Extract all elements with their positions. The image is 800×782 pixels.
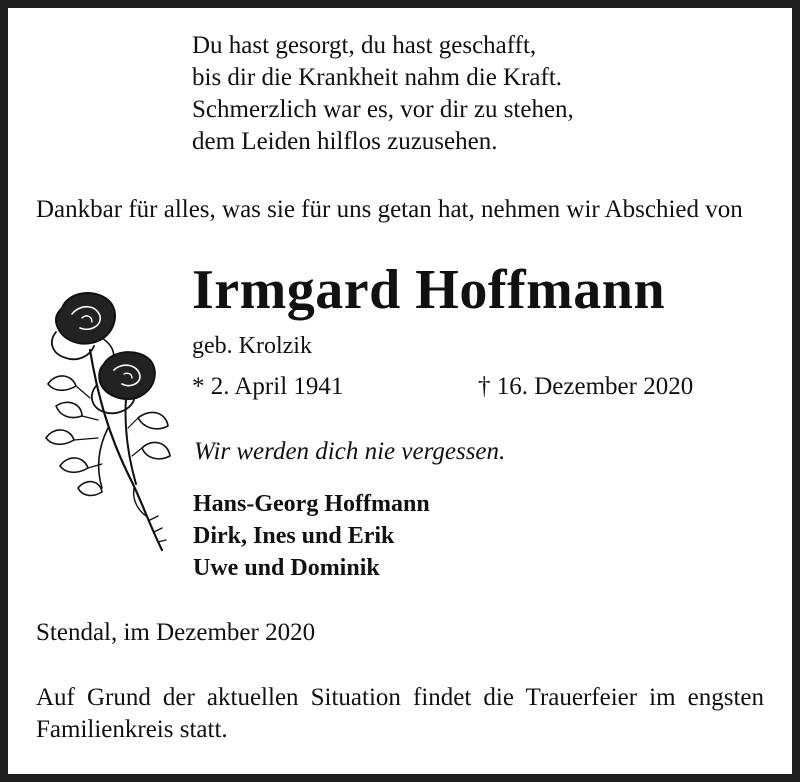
roses-drawing-icon	[38, 288, 178, 558]
poem-line: bis dir die Krankheit nahm die Kraft.	[192, 64, 563, 91]
poem-line: dem Leiden hilflos zuzusehen.	[192, 128, 498, 155]
farewell-intro: Dankbar für alles, was sie für uns getan hat, nehmen wir Abschied von	[36, 196, 743, 223]
place-and-date: Stendal, im Dezember 2020	[36, 619, 316, 646]
deceased-name: Irmgard Hoffmann	[192, 259, 666, 321]
death-date: † 16. Dezember 2020	[478, 373, 694, 400]
memorial-motto: Wir werden dich nie vergessen.	[194, 438, 506, 465]
mourner: Hans-Georg Hoffmann	[193, 491, 430, 517]
birth-date: * 2. April 1941	[192, 373, 344, 400]
poem-line: Du hast gesorgt, du hast geschafft,	[192, 32, 537, 59]
funeral-notice: Auf Grund der aktuellen Situation findet die Trauerfeier im engsten Familienkreis statt.	[36, 684, 764, 743]
mourners-list	[193, 488, 430, 584]
mourner: Uwe und Dominik	[193, 555, 380, 581]
poem	[192, 30, 574, 158]
maiden-name: geb. Krolzik	[192, 333, 312, 359]
mourner: Dirk, Ines und Erik	[193, 523, 395, 549]
poem-line: Schmerzlich war es, vor dir zu stehen,	[192, 96, 574, 123]
